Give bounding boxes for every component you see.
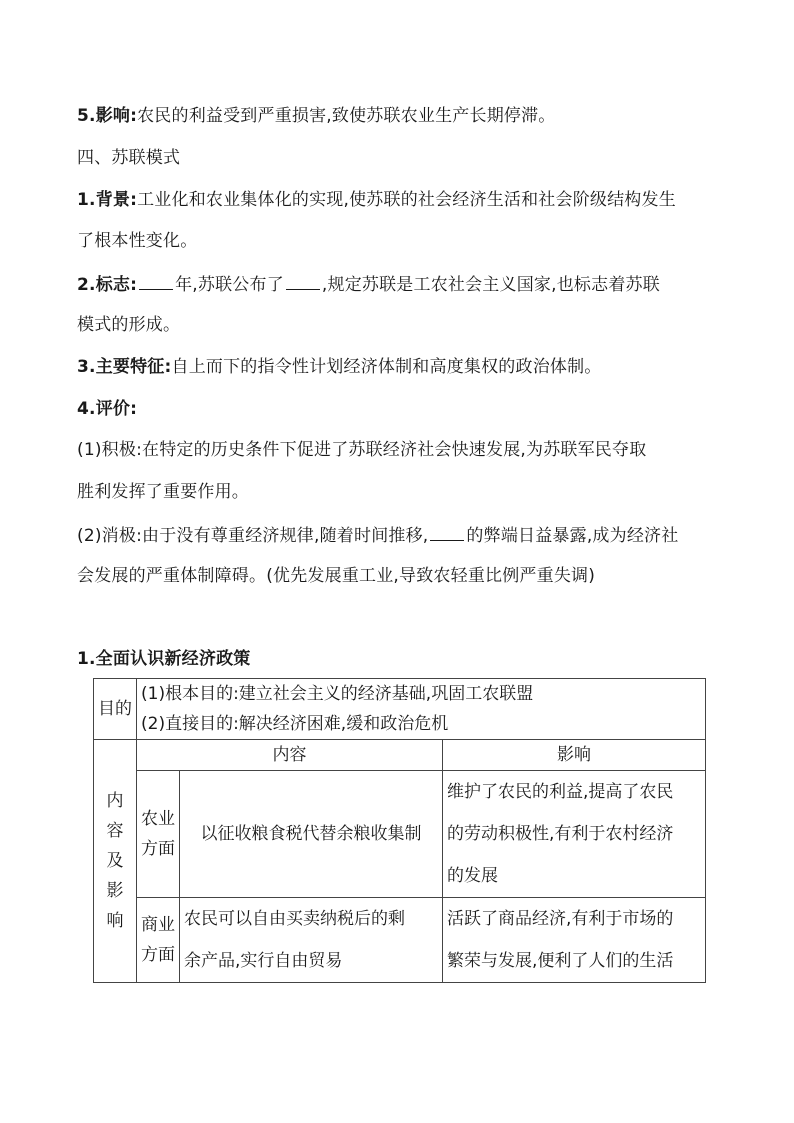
category-commerce	[137, 898, 180, 983]
agriculture-effect	[443, 771, 706, 898]
agriculture-content: 以征收粮食税代替余粮收集制	[180, 771, 443, 898]
feature-text: 自上而下的指令性计划经济体制和高度集权的政治体制。	[171, 357, 602, 377]
mark-line1	[77, 271, 660, 297]
goal-direct: (2)直接目的:解决经济困难,缓和政治危机	[141, 714, 449, 734]
goal-fundamental: (1)根本目的:建立社会主义的经济基础,巩固工农联盟	[141, 684, 534, 704]
effect-line: 维护了农民的利益,提高了农民	[447, 782, 674, 802]
negative-line1	[77, 522, 678, 548]
commerce-effect	[443, 898, 706, 983]
content-line: 农民可以自由买卖纳税后的剩	[184, 909, 405, 929]
side-char: 影	[106, 881, 124, 901]
section-impact-label: 影响:	[95, 106, 138, 126]
nep-table	[93, 678, 706, 983]
commerce-content	[180, 898, 443, 983]
positive-line2: 胜利发挥了重要作用。	[77, 482, 249, 502]
category-line: 方面	[141, 945, 175, 965]
negative-text-a: (2)消极:由于没有尊重经济规律,随着时间推移,	[77, 526, 429, 546]
column-header-content: 内容	[137, 740, 443, 771]
table-row-agriculture	[94, 771, 706, 898]
table-title: 1.全面认识新经济政策	[77, 649, 251, 669]
section-impact-text: 农民的利益受到严重损害,致使苏联农业生产长期停滞。	[137, 106, 556, 126]
section-impact	[77, 104, 556, 128]
feature-line	[77, 355, 602, 379]
category-line: 方面	[141, 839, 175, 859]
side-char: 响	[106, 911, 124, 931]
feature-label: 主要特征:	[95, 357, 172, 377]
mark-text-b: ,规定苏联是工农社会主义国家,也标志着苏联	[321, 275, 660, 295]
background-line2: 了根本性变化。	[77, 231, 198, 251]
evaluate-line	[77, 397, 137, 421]
mark-label: 标志:	[95, 275, 138, 295]
effect-line: 的劳动积极性,有利于农村经济	[447, 824, 674, 844]
effect-line: 繁荣与发展,便利了人们的生活	[447, 951, 674, 971]
section-impact-num: 5.	[77, 106, 96, 126]
evaluate-label: 评价:	[95, 399, 138, 419]
effect-line: 活跃了商品经济,有利于市场的	[447, 909, 674, 929]
effect-line: 的发展	[447, 866, 498, 886]
category-line: 农业	[141, 809, 175, 829]
goal-row	[94, 679, 706, 740]
negative-line2: 会发展的严重体制障碍。(优先发展重工业,导致农轻重比例严重失调)	[77, 566, 596, 586]
content-impact-label	[94, 740, 137, 983]
category-line: 商业	[141, 915, 175, 935]
goal-content	[137, 679, 706, 740]
mark-text-a: 年,苏联公布了	[175, 275, 284, 295]
background-line1	[77, 188, 676, 212]
header-row	[94, 740, 706, 771]
content-line: 余产品,实行自由贸易	[184, 951, 343, 971]
fill-blank-system[interactable]	[430, 522, 464, 541]
table-row-commerce	[94, 898, 706, 983]
column-header-effect: 影响	[443, 740, 706, 771]
background-label: 背景:	[95, 190, 138, 210]
category-agriculture	[137, 771, 180, 898]
side-char: 及	[106, 851, 124, 871]
side-char: 内	[106, 791, 124, 811]
mark-line2: 模式的形成。	[77, 315, 181, 335]
heading-soviet-model: 四、苏联模式	[77, 148, 181, 168]
side-char: 容	[106, 821, 124, 841]
negative-text-b: 的弊端日益暴露,成为经济社	[466, 526, 679, 546]
positive-line1: (1)积极:在特定的历史条件下促进了苏联经济社会快速发展,为苏联军民夺取	[77, 440, 647, 460]
fill-blank-document[interactable]	[286, 271, 320, 290]
fill-blank-year[interactable]	[139, 271, 173, 290]
feature-num: 3.	[77, 357, 96, 377]
mark-num: 2.	[77, 275, 96, 295]
goal-label: 目的	[94, 679, 137, 740]
background-num: 1.	[77, 190, 96, 210]
evaluate-num: 4.	[77, 399, 96, 419]
background-text: 工业化和农业集体化的实现,使苏联的社会经济生活和社会阶级结构发生	[137, 190, 676, 210]
